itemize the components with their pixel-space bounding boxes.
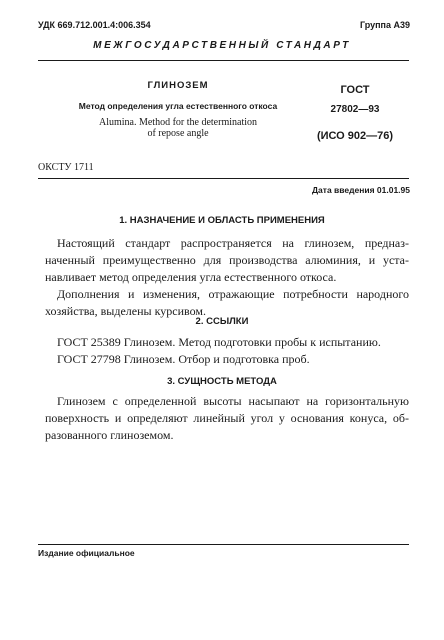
method-title-en-line2: of repose angle xyxy=(147,128,209,139)
section-2-references xyxy=(57,334,409,368)
method-title-en-line1: Alumina. Method for the determination xyxy=(98,117,258,128)
text-line: наченный преимущественно для производства алюминия, и уста- xyxy=(45,253,409,267)
interstate-standard-heading: МЕЖГОСУДАРСТВЕННЫЙ СТАНДАРТ xyxy=(93,40,351,51)
okstu-code: ОКСТУ 1711 xyxy=(38,162,94,173)
product-name: ГЛИНОЗЕМ xyxy=(147,80,209,91)
gost-number: 27802—93 xyxy=(330,104,380,115)
gost-label: ГОСТ xyxy=(340,84,370,96)
group-code: Группа А39 xyxy=(359,20,410,30)
text-line: разованного глиноземом. xyxy=(45,428,174,442)
section-1-heading: 1. НАЗНАЧЕНИЕ И ОБЛАСТЬ ПРИМЕНЕНИЯ xyxy=(119,215,325,226)
text-line: Настоящий стандарт распространяется на глинозем, предназ- xyxy=(57,236,409,250)
iso-reference: (ИСО 902—76) xyxy=(316,130,394,142)
text-line: навливает метод определения угла естественного откоса. xyxy=(45,270,337,284)
footer-divider xyxy=(38,544,409,545)
okstu-divider xyxy=(38,178,409,179)
text-line: поверхность и определяют линейный угол у основания конуса, об- xyxy=(45,411,409,425)
introduction-date: Дата введения 01.01.95 xyxy=(312,185,410,195)
section-1-paragraph-1 xyxy=(45,235,409,286)
section-3-heading: 3. СУЩНОСТЬ МЕТОДА xyxy=(167,376,277,387)
section-2-heading: 2. ССЫЛКИ xyxy=(195,316,249,327)
reference-gost-25389: ГОСТ 25389 Глинозем. Метод подготовки пробы к испытанию. xyxy=(57,335,381,349)
udk-code: УДК 669.712.001.4:006.354 xyxy=(38,20,151,30)
header-divider xyxy=(38,60,409,61)
section-1-paragraph-2 xyxy=(45,286,409,320)
text-line: хозяйства, выделены курсивом. xyxy=(45,304,206,318)
official-edition-label: Издание официальное xyxy=(38,548,135,558)
method-title-ru: Метод определения угла естественного откоса xyxy=(78,101,278,111)
section-3-paragraph xyxy=(45,393,409,444)
text-line: Глинозем с определенной высоты насыпают на горизонтальную xyxy=(57,394,409,408)
text-line: Дополнения и изменения, отражающие потребности народного xyxy=(57,287,409,301)
reference-gost-27798: ГОСТ 27798 Глинозем. Отбор и подготовка проб. xyxy=(57,352,310,366)
